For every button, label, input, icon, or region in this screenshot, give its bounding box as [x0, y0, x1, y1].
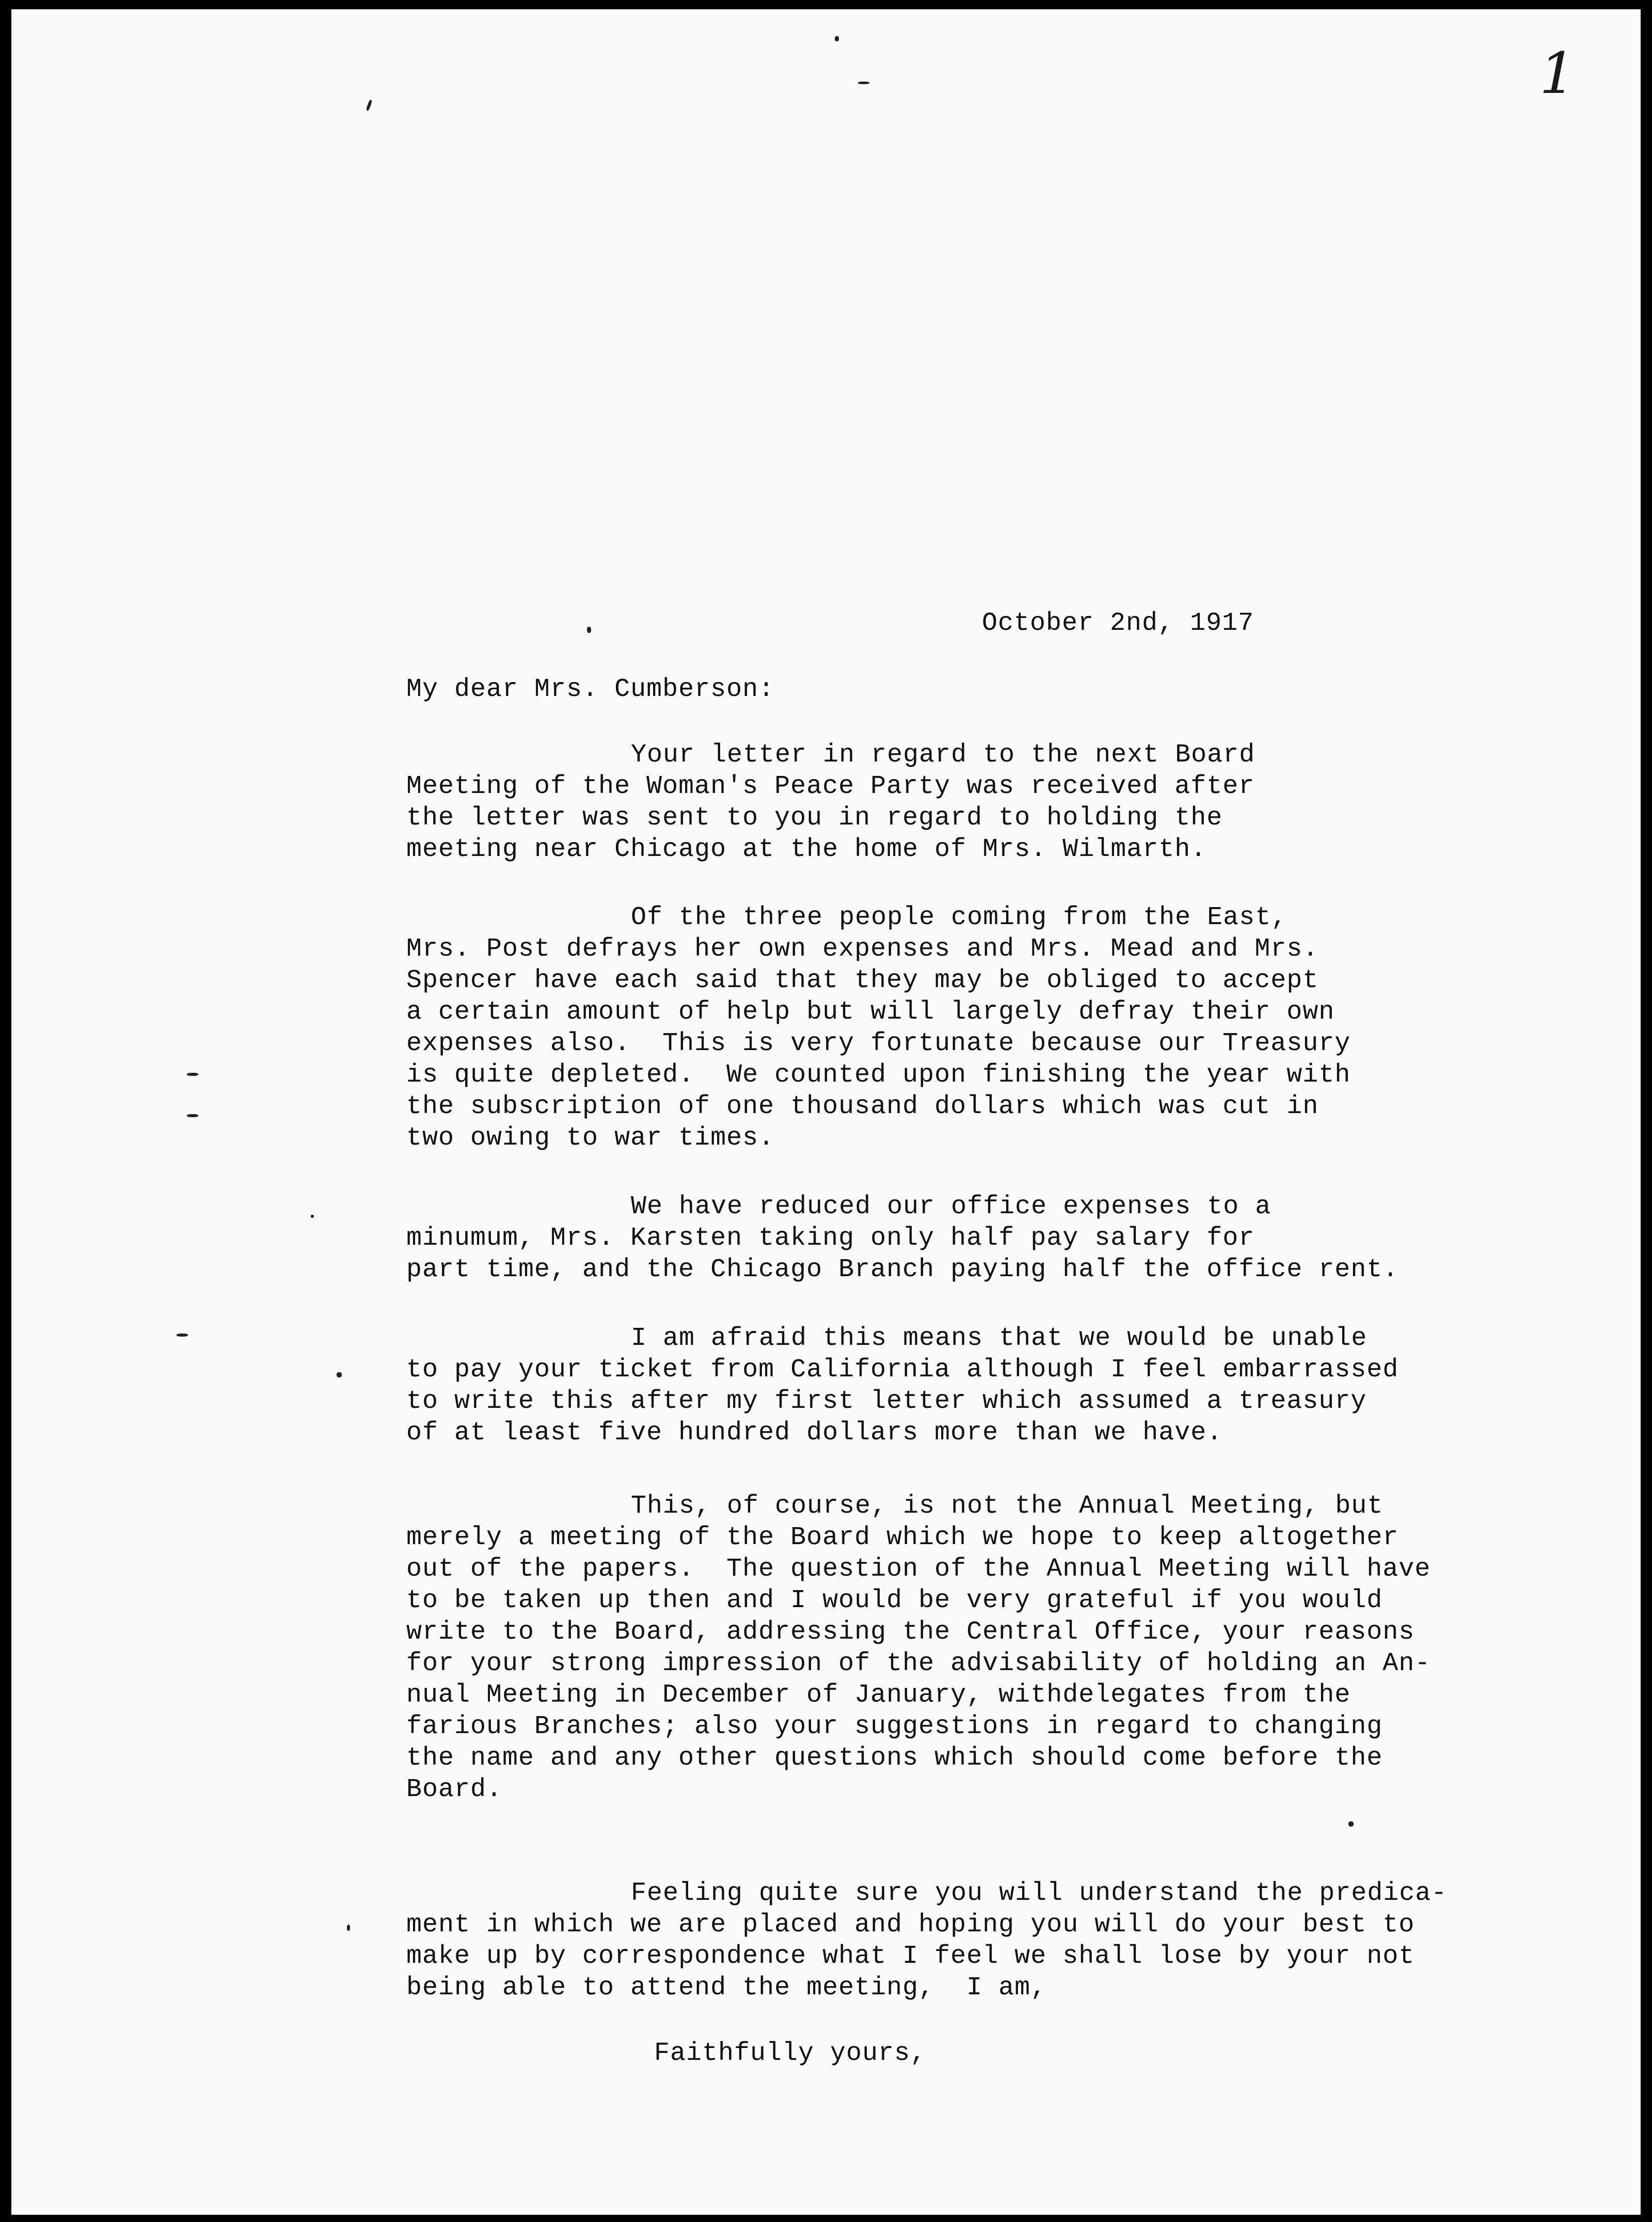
- letter-body: [11, 9, 1641, 2215]
- paragraph-5-line-6: for your strong impression of the advisability of holding an An-: [406, 1649, 1431, 1678]
- paragraph-2-line-5: expenses also. This is very fortunate because our Treasury: [406, 1029, 1351, 1058]
- paragraph-2-line-4: a certain amount of help but will largely defray their own: [406, 997, 1335, 1027]
- paragraph-3-line-2: minumum, Mrs. Karsten taking only half pay salary for: [406, 1224, 1255, 1253]
- scan-speck: [187, 1114, 198, 1117]
- paragraph-4-line-3: to write this after my first letter which assumed a treasury: [406, 1387, 1367, 1416]
- paragraph-4-line-2: to pay your ticket from California although I feel embarrassed: [406, 1355, 1399, 1385]
- paragraph-5-line-8: farious Branches; also your suggestions in regard to changing: [406, 1712, 1383, 1741]
- paragraph-2-line-3: Spencer have each said that they may be obliged to accept: [406, 966, 1319, 995]
- paragraph-2-line-2: Mrs. Post defrays her own expenses and Mrs. Mead and Mrs.: [406, 934, 1319, 964]
- paragraph-1-line-4: meeting near Chicago at the home of Mrs. Wilmarth.: [406, 835, 1207, 864]
- paragraph-3-line-3: part time, and the Chicago Branch paying half the office rent.: [406, 1255, 1399, 1284]
- paragraph-1-line-2: Meeting of the Woman's Peace Party was received after: [406, 772, 1255, 801]
- scan-speck: [587, 627, 591, 633]
- paragraph-5-line-10: Board.: [406, 1775, 503, 1804]
- paragraph-1-line-3: the letter was sent to you in regard to holding the: [406, 803, 1223, 833]
- paragraph-5-line-2: merely a meeting of the Board which we hope to keep altogether: [406, 1523, 1399, 1552]
- scan-speck: [177, 1334, 188, 1337]
- closing: Faithfully yours,: [654, 2039, 927, 2068]
- paragraph-2-line-6: is quite depleted. We counted upon finishing the year with: [406, 1060, 1351, 1090]
- paragraph-4-line-4: of at least five hundred dollars more than we have.: [406, 1418, 1223, 1448]
- scan-speck: [187, 1073, 198, 1076]
- scan-speck: [835, 36, 839, 41]
- paragraph-4-line-1: I am afraid this means that we would be unable: [631, 1324, 1368, 1353]
- paragraph-5-line-3: out of the papers. The question of the Annual Meeting will have: [406, 1554, 1431, 1584]
- letter-date: October 2nd, 1917: [982, 609, 1254, 638]
- scan-speck: [337, 1372, 342, 1377]
- paragraph-5-line-7: nual Meeting in December of January, withdelegates from the: [406, 1680, 1351, 1710]
- paragraph-5-line-5: write to the Board, addressing the Central Office, your reasons: [406, 1617, 1415, 1647]
- scan-speck: [858, 82, 869, 84]
- salutation: My dear Mrs. Cumberson:: [406, 675, 775, 704]
- paragraph-6-line-2: ment in which we are placed and hoping you will do your best to: [406, 1910, 1415, 1940]
- paragraph-6-line-1: Feeling quite sure you will understand the predica-: [631, 1879, 1448, 1908]
- paragraph-3-line-1: We have reduced our office expenses to a: [631, 1192, 1272, 1221]
- page-number: 1: [1539, 40, 1576, 106]
- paragraph-2-line-7: the subscription of one thousand dollars which was cut in: [406, 1092, 1319, 1121]
- paragraph-1-line-1: Your letter in regard to the next Board: [631, 740, 1256, 770]
- paragraph-6-line-3: make up by correspondence what I feel we shall lose by your not: [406, 1942, 1415, 1971]
- paragraph-5-line-9: the name and any other questions which should come before the: [406, 1743, 1383, 1773]
- scan-speck: [347, 1925, 350, 1931]
- paragraph-5-line-1: This, of course, is not the Annual Meeting, but: [631, 1491, 1384, 1521]
- paragraph-2-line-1: Of the three people coming from the East,: [631, 903, 1288, 932]
- letter-page: [11, 9, 1641, 2215]
- scan-speck: [1348, 1821, 1354, 1827]
- paragraph-6-line-4: being able to attend the meeting, I am,: [406, 1973, 1047, 2003]
- paragraph-2-line-8: two owing to war times.: [406, 1123, 775, 1153]
- scan-speck: [311, 1215, 314, 1218]
- paragraph-5-line-4: to be taken up then and I would be very grateful if you would: [406, 1586, 1383, 1615]
